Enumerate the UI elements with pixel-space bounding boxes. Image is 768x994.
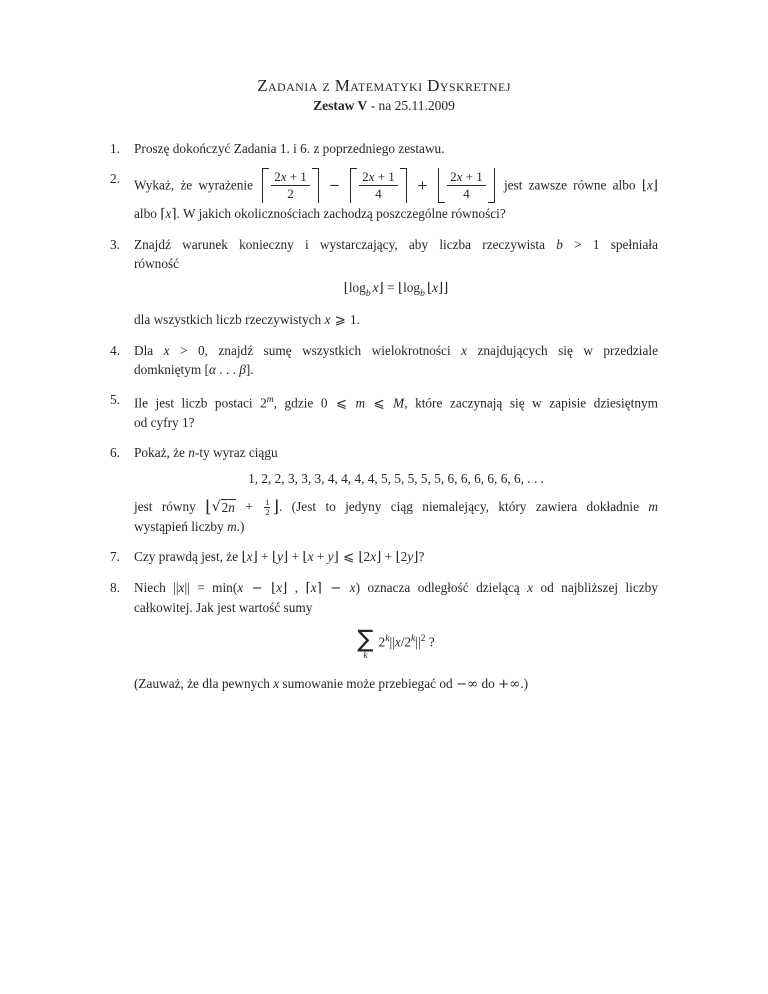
math-variable: m <box>227 519 237 535</box>
problem-item-3 <box>110 235 658 330</box>
subtitle-date: - na 25.11.2009 <box>367 98 455 113</box>
item8-line1 <box>134 578 658 598</box>
math-symbol: ⩾ <box>330 312 351 328</box>
math-superscript: k <box>411 633 416 645</box>
math-variable: x <box>273 676 280 692</box>
math-variable: x <box>276 580 283 596</box>
math-variable: x <box>163 342 170 358</box>
radicand <box>221 499 236 515</box>
text-run: dla wszystkich liczb rzeczywistych <box>134 311 325 327</box>
math-variable: β <box>239 361 246 377</box>
text-run: .) <box>236 519 245 535</box>
text-run: 2 <box>450 169 457 184</box>
text-run: od najbliższej liczby <box>533 580 658 596</box>
fraction-numerator <box>271 169 310 186</box>
radical-sign-icon: √ <box>211 499 221 516</box>
math-symbol: +∞ <box>498 677 521 693</box>
item-number: 1. <box>110 141 120 156</box>
text-run: .) <box>520 676 529 692</box>
item-number: 6. <box>110 445 120 461</box>
fraction-numerator <box>447 169 486 186</box>
text-run: całkowitej. Jak jest wartość sumy <box>134 600 313 616</box>
problem-item-6 <box>110 443 658 536</box>
item-number: 7. <box>110 549 120 565</box>
bracketed-fraction <box>262 168 319 203</box>
math-symbol: ⌋⌋ <box>437 281 449 296</box>
text-run: + <box>313 549 328 565</box>
fraction-numerator <box>359 169 398 186</box>
text-run: , <box>287 580 306 596</box>
item8-note <box>134 674 658 694</box>
math-variable: n <box>188 445 195 461</box>
math-symbol: ⌋ <box>652 178 658 194</box>
text-run: 1, 2, 2, 3, 3, 3, 4, 4, 4, 4, 5, 5, 5, 5, 5, 6, 6, 6, 6, 6, 6, . . . <box>248 471 544 487</box>
left-ceil-bracket <box>350 168 357 203</box>
item-body <box>134 341 658 379</box>
item-number: 3. <box>110 237 120 252</box>
math-symbol: ⌋ <box>378 281 384 296</box>
text-run: > 0, znajdź sumę wszystkich wielokrotności <box>169 342 462 358</box>
text-run: + 1 <box>374 169 395 184</box>
left-floor-bracket <box>438 168 445 203</box>
math-variable: x <box>372 280 379 295</box>
item6-sequence <box>134 469 658 488</box>
math-variable: x <box>527 580 533 596</box>
text-run: 2 <box>287 186 294 201</box>
math-variable: y <box>327 549 334 565</box>
item-body <box>134 443 658 536</box>
fraction-denominator <box>284 186 297 202</box>
text-run: 2 <box>362 169 369 184</box>
item8-line2 <box>134 598 658 617</box>
text-run: ? <box>418 549 425 565</box>
math-subscript: b <box>365 287 371 299</box>
math-symbol: ⌊ <box>302 550 308 566</box>
text-run: + 1 <box>462 169 483 184</box>
fraction <box>269 168 312 203</box>
item3-line1 <box>134 235 658 254</box>
item3-display-formula <box>134 278 658 303</box>
math-symbol: ⌊ <box>641 178 647 194</box>
text-run: wystąpień liczby <box>134 519 228 535</box>
math-variable: x <box>646 177 653 193</box>
math-variable: b <box>556 237 563 252</box>
math-variable: x <box>310 580 317 596</box>
text-run: 2 <box>363 549 371 565</box>
document-subtitle <box>110 97 658 115</box>
item1-text <box>134 139 658 158</box>
document-title: Zadania z Matematyki Dyskretnej <box>257 76 511 95</box>
item7-line1 <box>134 547 658 567</box>
text-run: albo <box>134 206 161 221</box>
small-fraction-numerator: 1 <box>265 497 270 508</box>
math-symbol: ⌋ <box>376 550 382 566</box>
text-run: równość <box>134 256 180 271</box>
item-number: 4. <box>110 342 120 358</box>
math-variable: x <box>165 206 172 221</box>
math-variable: x <box>456 169 463 184</box>
fraction-denominator <box>372 186 385 202</box>
text-run: ]. <box>245 361 254 377</box>
math-subscript: b <box>420 287 425 299</box>
text-run: log <box>403 280 421 295</box>
text-run: log <box>348 280 366 295</box>
math-variable: x <box>432 280 438 295</box>
item4-line1 <box>134 341 658 360</box>
problem-item-4 <box>110 341 658 379</box>
problem-item-8 <box>110 578 658 694</box>
item-body <box>134 547 658 567</box>
text-run: = <box>383 280 398 295</box>
text-run: > 1 spełniała <box>562 237 658 252</box>
math-symbol: −∞ <box>455 677 479 693</box>
small-fraction <box>264 498 270 516</box>
math-symbol: ⌈ <box>305 581 311 597</box>
item-number: 8. <box>110 580 120 596</box>
text-run: || <box>415 634 421 650</box>
text-run: 1. <box>350 311 361 327</box>
right-floor-bracket <box>488 168 495 203</box>
math-variable: x <box>349 580 356 596</box>
math-symbol: ⌋ <box>283 550 289 566</box>
math-variable: m <box>648 499 658 515</box>
math-symbol: ⌊ <box>397 281 404 296</box>
math-variable: M <box>393 395 405 411</box>
math-symbol: ⩽ <box>365 396 394 412</box>
item-number: 2. <box>110 171 120 186</box>
text-run: -ty wyraz ciągu <box>194 445 278 461</box>
text-run: 2 <box>400 549 408 565</box>
math-symbol: ⌉ − <box>316 581 350 597</box>
problem-item-1 <box>110 139 658 158</box>
math-symbol: ⩽ <box>327 396 356 412</box>
math-symbol: ⌊ <box>426 281 433 296</box>
item3-line3 <box>134 310 658 330</box>
item-body <box>134 139 658 158</box>
text-run: Pokaż, że <box>134 445 189 461</box>
text-run: od cyfry 1? <box>134 415 195 431</box>
text-run: , gdzie 0 <box>273 395 328 411</box>
math-bracket: ⌋ <box>272 497 279 517</box>
text-run: Proszę dokończyć Zadania 1. i 6. z poprzedniego zestawu. <box>134 141 445 156</box>
math-symbol: ⌈ <box>160 207 166 222</box>
summation-index: k <box>363 651 368 662</box>
math-symbol: − ⌊ <box>243 581 277 597</box>
math-variable: x <box>324 311 331 327</box>
small-fraction-denominator: 2 <box>265 506 270 517</box>
bracketed-fraction <box>350 168 407 203</box>
content-column <box>110 0 658 694</box>
item-body <box>134 390 658 432</box>
fraction-denominator <box>460 186 473 202</box>
item8-display-sum <box>134 626 658 661</box>
sigma-icon: ∑ <box>357 625 374 654</box>
text-run: + 1 <box>286 169 307 184</box>
math-symbol: ⌉ <box>171 207 177 222</box>
item6-line1 <box>134 443 658 462</box>
item-number: 5. <box>110 391 120 407</box>
math-variable: n <box>228 500 235 516</box>
item4-line2 <box>134 360 658 379</box>
math-variable: x <box>370 549 377 565</box>
text-run: + <box>381 549 396 565</box>
text-run: Ile jest liczb postaci 2 <box>134 395 267 411</box>
fraction <box>357 168 400 203</box>
item-body <box>134 578 658 694</box>
left-ceil-bracket <box>262 168 269 203</box>
math-variable: m <box>355 395 366 411</box>
text-run: || = min( <box>184 580 238 596</box>
item2-line2 <box>134 204 658 224</box>
math-symbol: ⌋ <box>413 550 419 566</box>
text-run: Znajdź warunek konieczny i wystarczający, aby liczba rzeczywista <box>134 237 557 252</box>
math-superscript: 2 <box>420 633 426 645</box>
math-symbol: ⌊ <box>395 550 401 566</box>
item-body <box>134 235 658 330</box>
text-run: ? <box>425 634 435 650</box>
item5-line1 <box>134 390 658 413</box>
math-variable: x <box>461 342 468 358</box>
text-run: jest równy <box>134 499 206 515</box>
math-variable: x <box>394 634 401 650</box>
problem-item-5 <box>110 390 658 432</box>
problem-item-7 <box>110 547 658 567</box>
text-run: + <box>288 549 303 565</box>
math-variable: x <box>237 580 244 596</box>
right-ceil-bracket <box>312 168 319 203</box>
text-run: 4 <box>463 186 470 201</box>
math-symbol: + <box>409 178 436 194</box>
text-run: || <box>389 634 395 650</box>
math-symbol: ⌊ <box>241 550 247 566</box>
math-symbol: ⌋ ⩽ ⌊ <box>333 550 364 566</box>
text-run: znajdujących się w przedziale <box>467 342 658 358</box>
text-run: /2 <box>400 634 412 650</box>
text-run: 2 <box>221 500 229 516</box>
text-run: . W jakich okolicznościach zachodzą poszczególne równości? <box>176 206 506 221</box>
item5-line2 <box>134 413 658 432</box>
subtitle-set-label: Zestaw V <box>313 98 368 113</box>
text-run: jest zawsze równe albo <box>497 177 642 193</box>
text-run: + <box>257 549 272 565</box>
math-symbol: ⌋ <box>282 581 288 597</box>
text-run: domkniętym [ <box>134 361 209 377</box>
text-run: 2 <box>274 169 281 184</box>
text-run: sumowanie może przebiegać od <box>279 676 456 692</box>
text-run: Niech || <box>134 580 179 596</box>
text-run: Czy prawdą jest, że <box>134 549 242 565</box>
item-body <box>134 169 658 224</box>
item3-line2 <box>134 254 658 273</box>
problem-item-2 <box>110 169 658 224</box>
math-variable: x <box>307 549 314 565</box>
text-run: do <box>478 676 499 692</box>
item2-line1 <box>134 169 658 204</box>
math-variable: x <box>368 169 375 184</box>
square-root <box>212 499 236 515</box>
math-variable: y <box>277 549 284 565</box>
text-run: , które zaczynają się w zapisie dziesiętnym <box>404 395 658 411</box>
text-run: (Zauważ, że dla pewnych <box>134 676 274 692</box>
text-run: + <box>235 499 263 515</box>
text-run: ) oznacza odległość dzielącą <box>355 580 528 596</box>
item6-line2 <box>134 497 658 517</box>
math-symbol: ⌋ <box>252 550 258 566</box>
math-bracket: ⌊ <box>205 497 212 517</box>
math-symbol: − <box>321 178 348 194</box>
math-superscript: k <box>385 633 390 645</box>
right-ceil-bracket <box>400 168 407 203</box>
math-variable: x <box>178 580 185 596</box>
text-run: Wykaż, że wyrażenie <box>134 177 260 193</box>
text-run: 4 <box>375 186 382 201</box>
text-run: . (Jest to jedyny ciąg niemalejący, który zawiera dokładnie <box>278 499 649 515</box>
math-symbol: ⌊ <box>271 550 278 566</box>
bracketed-fraction <box>438 168 495 203</box>
math-variable: x <box>246 549 253 565</box>
fraction <box>445 168 488 203</box>
math-variable: α <box>208 361 216 377</box>
item6-line3 <box>134 517 658 536</box>
text-run: Dla <box>134 342 164 358</box>
text-run: . . . <box>215 361 240 377</box>
math-variable: y <box>407 549 414 565</box>
text-run: 2 <box>378 634 386 650</box>
math-variable: x <box>280 169 287 184</box>
math-superscript: m <box>266 393 274 405</box>
summation <box>357 627 373 662</box>
math-symbol: ⌊ <box>343 281 349 296</box>
